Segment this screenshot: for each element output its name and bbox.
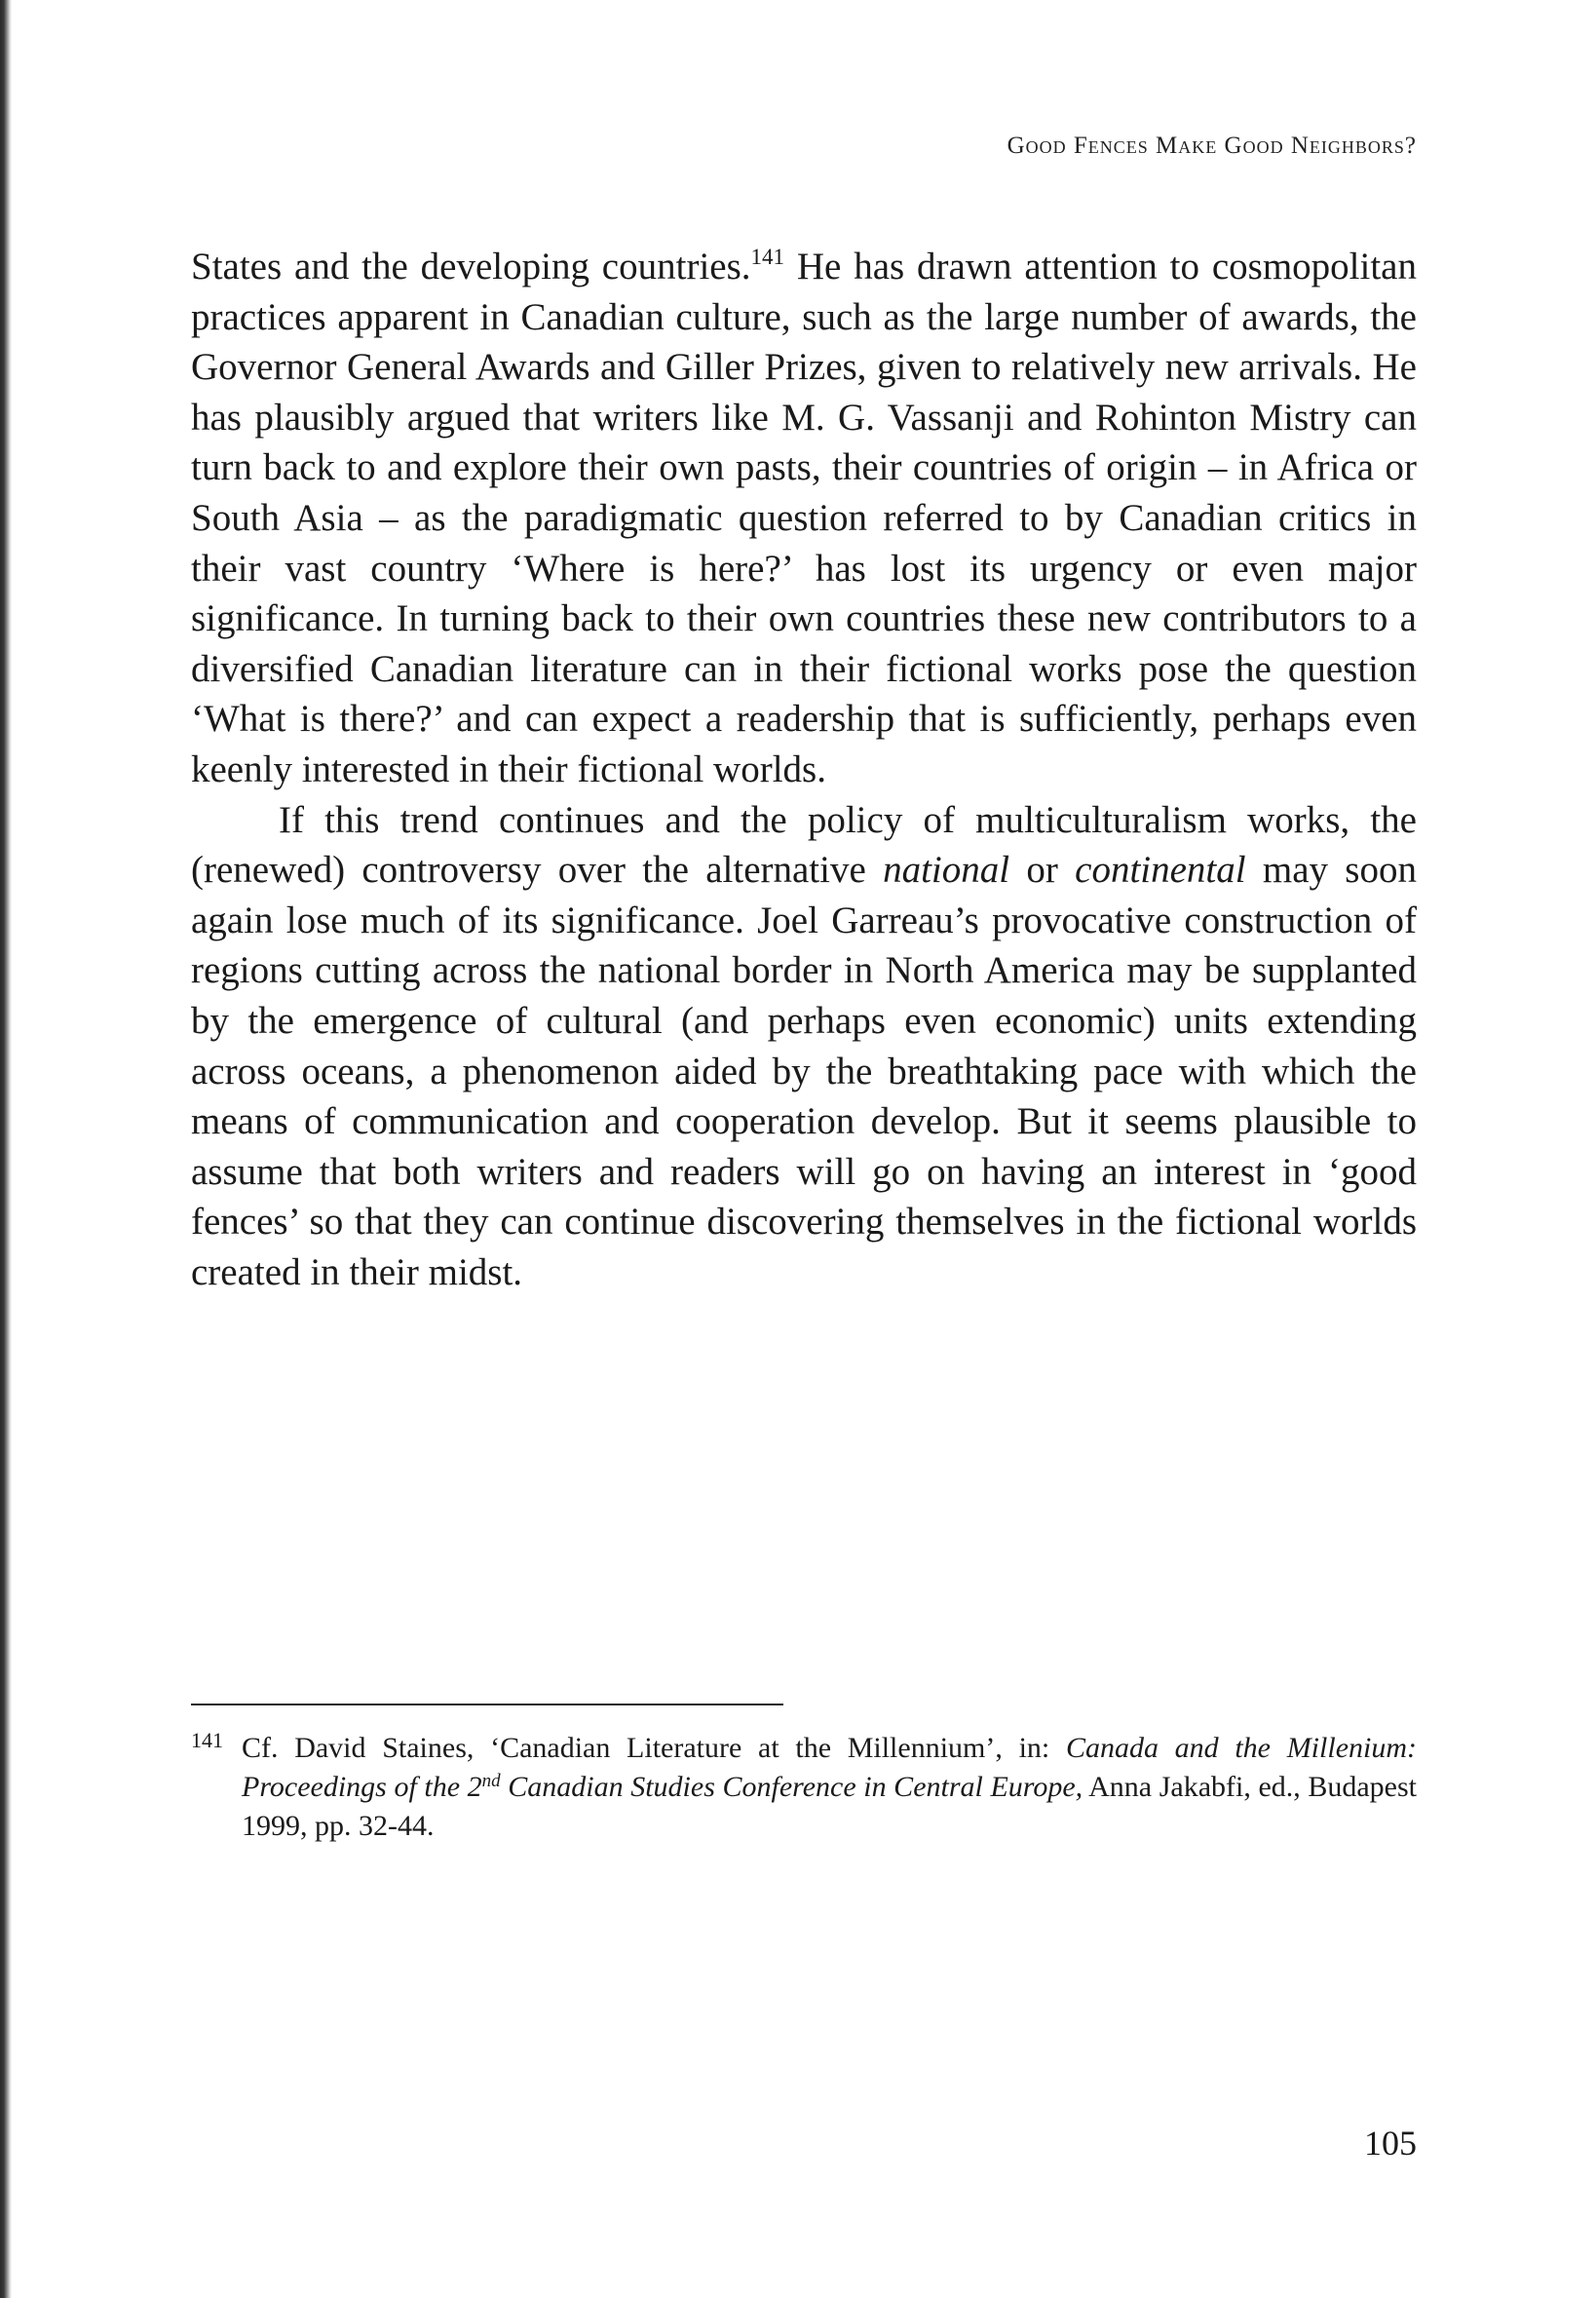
footnote-reference: 141 xyxy=(750,245,785,269)
footnote-italic-a: Canada and the Millenium: Proceedings of the 2 xyxy=(242,1732,1417,1803)
footnote-text-a: Cf. David Staines, ‘Canadian Literature at the Millennium’, in: xyxy=(242,1732,1066,1764)
footnote-italic-b: Canadian Studies Conference in Central Europe, xyxy=(500,1771,1083,1803)
italic-national: national xyxy=(883,849,1010,892)
italic-continental: continental xyxy=(1075,849,1246,892)
paragraph-2 xyxy=(191,795,1417,1298)
page-number: 105 xyxy=(1364,2124,1417,2163)
body-text xyxy=(191,242,1417,1297)
paragraph-2-text-a: If this trend continues and the policy of multiculturalism works, the (renewed) controversy over the alternative xyxy=(191,798,1417,892)
footnote xyxy=(191,1729,1417,1846)
binding-edge xyxy=(0,0,12,2298)
footnote-text-b: Anna Jakabfi, ed., Budapest 1999, pp. 32-44. xyxy=(242,1771,1418,1842)
footnote-text: 141 Cf. David Staines, ‘Canadian Literature at the Millennium’, in: Canada and the Millenium: Proceedings of the 2nd Canadian Studies Conference in Central Europe, Anna Jakabfi, ed., Budapest 1999, pp. 32-44. xyxy=(191,1728,1418,1842)
running-head: Good Fences Make Good Neighbors? xyxy=(1007,133,1417,159)
paragraph-1 xyxy=(191,242,1417,795)
paragraph-2-text-c: may soon again lose much of its significance. Joel Garreau’s provocative construction of regions cutting across the national border in North America may be supplanted by the emergence of cultural (and perhaps even economic) units extending across oceans, a phenomenon aided by the breathtaking pace with which the means of communication and cooperation develop. But it seems plausible to assume that both writers and readers will go on having an interest in ‘good fences’ so that they can continue discovering themselves in the fictional worlds created in their midst. xyxy=(191,849,1417,1293)
paragraph-1-text-b: He has drawn attention to cosmopolitan practices apparent in Canadian culture, such as the large number of awards, the Governor General Awards and Giller Prizes, given to relatively new arrivals. He has plausibly argued that writers like M. G. Vassanji and Rohinton Mistry can turn back to and explore their own pasts, their countries of origin – in Africa or South Asia – as the paradigmatic question referred to by Canadian critics in their vast country ‘Where is here?’ has lost its urgency or even major significance. In turning back to their own countries these new contributors to a diversified Canadian literature can in their fictional works pose the question ‘What is there?’ and can expect a readership that is sufficiently, perhaps even keenly interested in their fictional worlds. xyxy=(191,246,1417,790)
paragraph-2-text-b: or xyxy=(1009,849,1076,892)
paragraph-1-text-a: States and the developing countries. xyxy=(191,246,751,287)
footnote-divider xyxy=(191,1704,783,1705)
footnote-ordinal-sup: nd xyxy=(481,1771,501,1791)
